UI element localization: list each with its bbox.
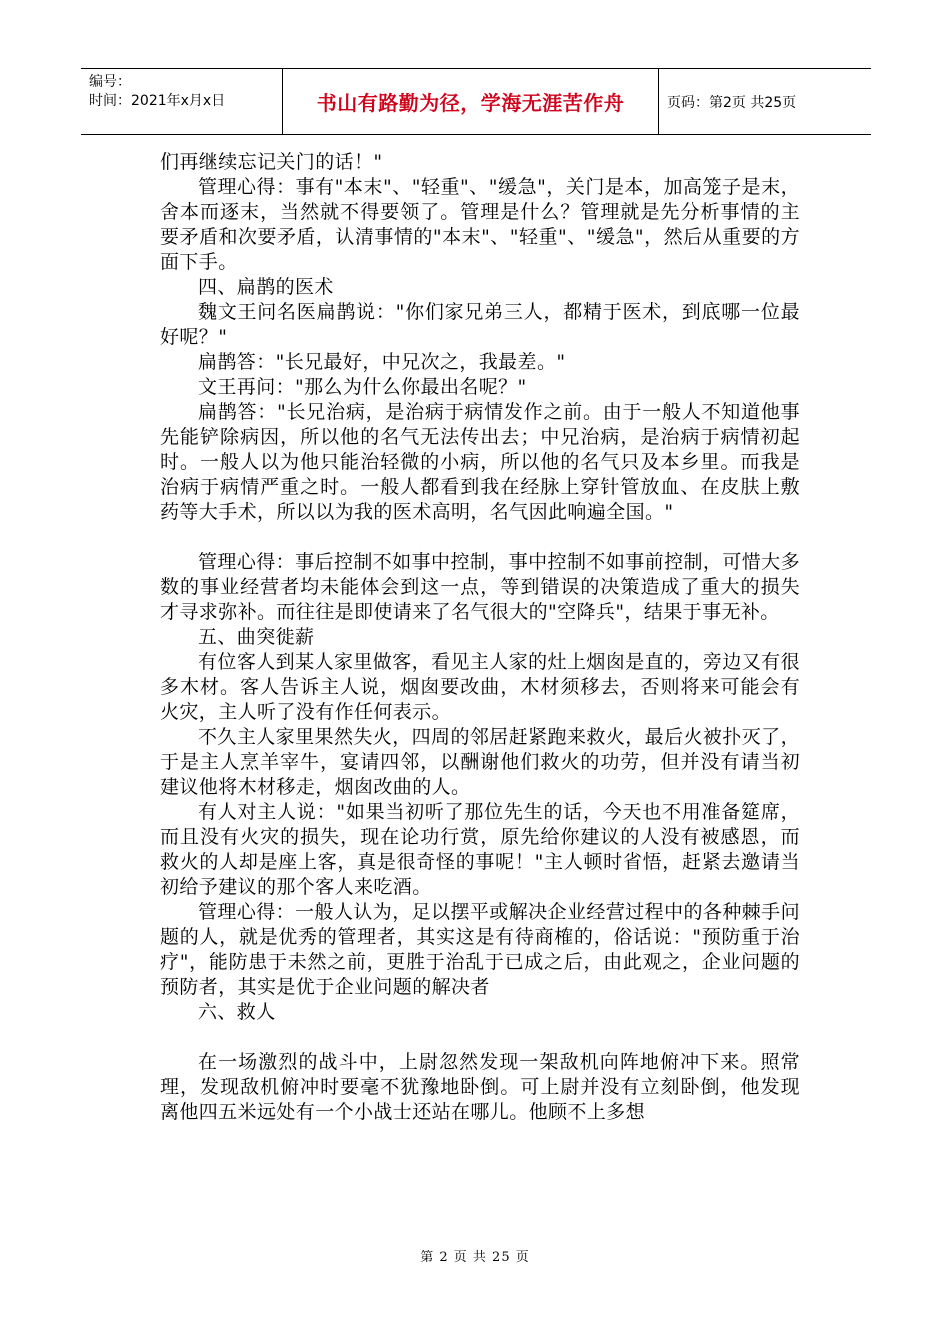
paragraph: 文王再问："那么为什么你最出名呢？" bbox=[198, 376, 527, 398]
page-header bbox=[81, 68, 871, 135]
page-footer: 第 2 页 共 25 页 bbox=[420, 1250, 530, 1265]
date-label: 时间：2021年x月x日 bbox=[89, 93, 226, 109]
management-insight-paragraph: 管理心得：事有"本末"、"轻重"、"缓急"，关门是本，加高笼子是末，舍本而逐末，当然就不得要领了。管理是什么？管理就是先分析事情的主要矛盾和次要矛盾，认清事情的"本末"、"轻重"、"缓急"，然后从重要的方面下手。 bbox=[160, 176, 800, 273]
paragraph: 扁鹊答："长兄最好，中兄次之，我最差。" bbox=[198, 351, 566, 373]
section-heading-6: 六、救人 bbox=[198, 1001, 276, 1023]
paragraph: 在一场激烈的战斗中，上尉忽然发现一架敌机向阵地俯冲下来。照常理，发现敌机俯冲时要毫不犹豫地卧倒。可上尉并没有立刻卧倒，他发现离他四五米远处有一个小战士还站在哪儿。他顾不上多想 bbox=[160, 1051, 800, 1123]
paragraph: 扁鹊答："长兄治病，是治病于病情发作之前。由于一般人不知道他事先能铲除病因，所以他的名气无法传出去；中兄治病，是治病于病情初起时。一般人以为他只能治轻微的小病，所以他的名气只及本乡里。而我是治病于病情严重之时。一般人都看到我在经脉上穿针管放血、在皮肤上敷药等大手术，所以以为我的医术高明，名气因此响遍全国。" bbox=[160, 401, 800, 523]
paragraph: 魏文王问名医扁鹊说："你们家兄弟三人，都精于医术，到底哪一位最好呢？" bbox=[160, 301, 800, 348]
document-body bbox=[160, 150, 800, 1125]
blank-line bbox=[160, 1025, 800, 1050]
section-heading-5: 五、曲突徙薪 bbox=[198, 626, 315, 648]
section-heading-4: 四、扁鹊的医术 bbox=[198, 276, 334, 298]
paragraph: 有位客人到某人家里做客，看见主人家的灶上烟囱是直的，旁边又有很多木材。客人告诉主人说，烟囱要改曲，木材须移去，否则将来可能会有火灾，主人听了没有作任何表示。 bbox=[160, 651, 800, 723]
blank-line bbox=[160, 525, 800, 550]
header-page-info: 页码：第2页 共25页 bbox=[667, 94, 797, 111]
management-insight-paragraph: 管理心得：事后控制不如事中控制，事中控制不如事前控制，可惜大多数的事业经营者均未能体会到这一点，等到错误的决策造成了重大的损失才寻求弥补。而往往是即使请来了名气很大的"空降兵"，结果于事无补。 bbox=[160, 551, 800, 623]
management-insight-paragraph: 管理心得：一般人认为，足以摆平或解决企业经营过程中的各种棘手问题的人，就是优秀的管理者，其实这是有待商榷的，俗话说："预防重于治疗"，能防患于未然之前，更胜于治乱于已成之后，由此观之，企业问题的预防者，其实是优于企业问题的解决者 bbox=[160, 901, 800, 998]
paragraph: 不久主人家里果然失火，四周的邻居赶紧跑来救火，最后火被扑灭了，于是主人烹羊宰牛，宴请四邻，以酬谢他们救火的功劳，但并没有请当初建议他将木材移走，烟囱改曲的人。 bbox=[160, 726, 800, 798]
paragraph: 有人对主人说："如果当初听了那位先生的话，今天也不用准备筵席，而且没有火灾的损失，现在论功行赏，原先给你建议的人没有被感恩，而救火的人却是座上客，真是很奇怪的事呢！"主人顿时省悟，赶紧去邀请当初给予建议的那个客人来吃酒。 bbox=[160, 801, 800, 898]
serial-number-label: 编号： bbox=[89, 74, 131, 90]
header-motto: 书山有路勤为径，学海无涯苦作舟 bbox=[283, 69, 659, 134]
header-meta bbox=[81, 69, 283, 134]
paragraph: 们再继续忘记关门的话！" bbox=[160, 151, 383, 173]
